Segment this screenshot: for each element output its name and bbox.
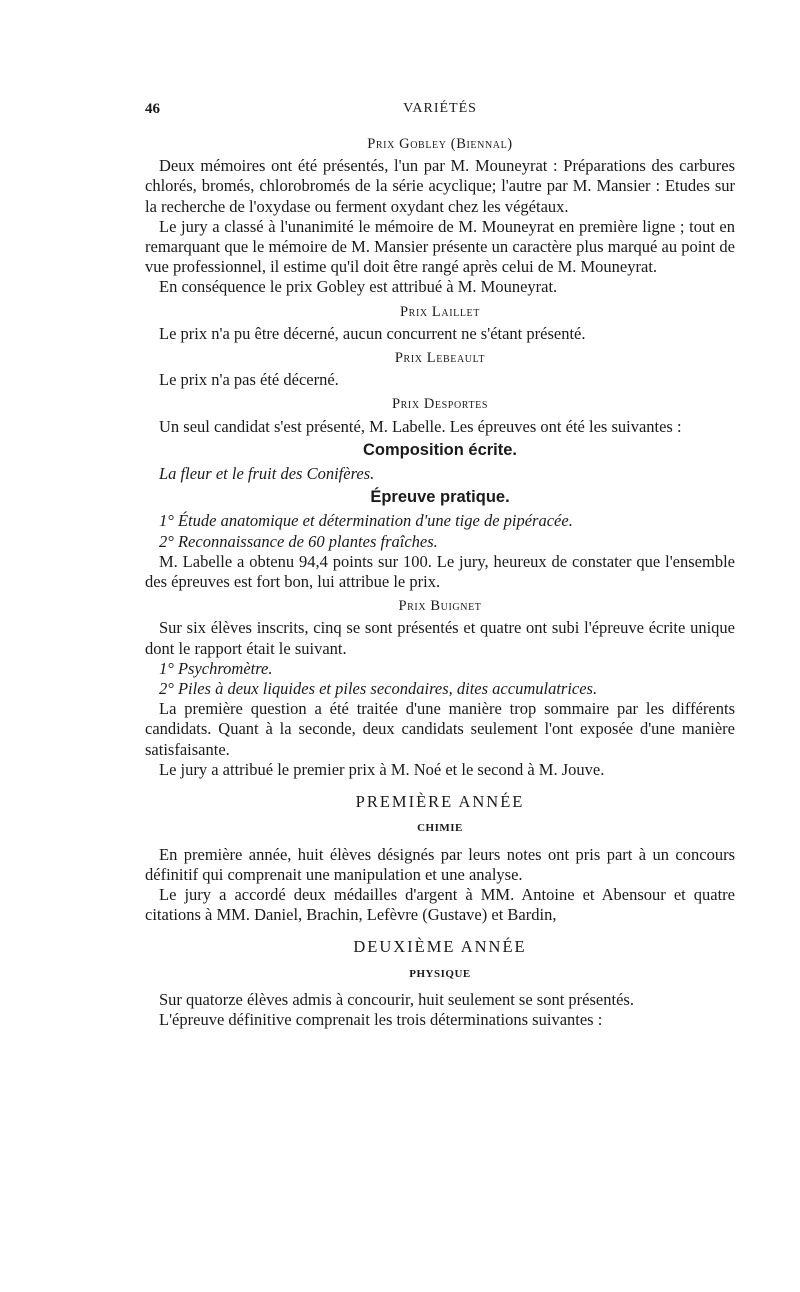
subheading-practical: Épreuve pratique. <box>370 488 510 507</box>
section-heading-laillet: Prix Laillet <box>400 303 480 320</box>
list-item: 2° Reconnaissance de 60 plantes fraîches. <box>159 531 438 551</box>
paragraph: Le prix n'a pu être décerné, aucun concurrent ne s'étant présenté. <box>159 323 586 343</box>
page-number: 46 <box>145 101 160 117</box>
paragraph: Le prix n'a pas été décerné. <box>159 370 339 390</box>
paragraph: Le jury a classé à l'unanimité le mémoire de M. Mouneyrat en première ligne ; tout en remarquant que le mémoire de M. Mansier présente un caractère plus marqué au point de vue professionnel, il estime qu'il doit être rangé après celui de M. Mouneyrat. <box>145 216 735 277</box>
paragraph: En première année, huit élèves désignés par leurs notes ont pris part à un concours définitif qui comprenait une manipulation et une analyse. <box>145 844 735 884</box>
paragraph: Un seul candidat s'est présenté, M. Labelle. Les épreuves ont été les suivantes : <box>159 416 682 436</box>
subheading-chimie: CHIMIE <box>417 822 463 835</box>
section-heading-premiere-annee: PREMIÈRE ANNÉE <box>355 792 525 812</box>
paragraph: En conséquence le prix Gobley est attribué à M. Mouneyrat. <box>159 277 558 297</box>
page-header <box>145 101 735 123</box>
paragraph: Le jury a accordé deux médailles d'argent à MM. Antoine et Abensour et quatre citations à MM. Daniel, Brachin, Lefèvre (Gustave) et Bardin, <box>145 884 735 925</box>
list-item: 1° Étude anatomique et détermination d'une tige de pipéracée. <box>159 511 573 531</box>
running-title: VARIÉTÉS <box>403 101 477 116</box>
paragraph: L'épreuve définitive comprenait les trois déterminations suivantes : <box>159 1009 603 1029</box>
list-item: 1° Psychromètre. <box>159 658 273 678</box>
paragraph: M. Labelle a obtenu 94,4 points sur 100. Le jury, heureux de constater que l'ensemble des épreuves est fort bon, lui attribue le prix. <box>145 551 735 592</box>
paragraph: Deux mémoires ont été présentés, l'un par M. Mouneyrat : Préparations des carbures chlorés, bromés, chlorobromés de la série acyclique; l'autre par M. Mansier : Etudes sur la recherche de l'oxydase ou ferment oxydant chez les végétaux. <box>145 156 735 216</box>
paragraph: La première question a été traitée d'une manière trop sommaire par les différents candidats. Quant à la seconde, deux candidats seulement l'ont exposée d'une manière satisfaisante. <box>145 699 735 759</box>
section-heading-desportes: Prix Desportes <box>391 396 489 413</box>
paragraph: Sur quatorze élèves admis à concourir, huit seulement se sont présentés. <box>159 989 634 1009</box>
list-item: La fleur et le fruit des Conifères. <box>159 464 375 484</box>
paragraph: Sur six élèves inscrits, cinq se sont présentés et quatre ont subi l'épreuve écrite unique dont le rapport était le suivant. <box>145 618 735 658</box>
paragraph: Le jury a attribué le premier prix à M. Noé et le second à M. Jouve. <box>159 759 605 779</box>
section-heading-gobley: Prix Gobley (Biennal) <box>367 136 513 152</box>
page-body <box>145 130 735 1030</box>
section-heading-deuxieme-annee: DEUXIÈME ANNÉE <box>353 937 527 957</box>
section-heading-lebeault: Prix Lebeault <box>394 350 486 367</box>
subheading-physique: PHYSIQUE <box>409 967 471 980</box>
section-heading-buignet: Prix Buignet <box>398 598 482 615</box>
list-item: 2° Piles à deux liquides et piles secondaires, dites accumulatrices. <box>159 679 598 699</box>
subheading-written: Composition écrite. <box>362 440 518 459</box>
